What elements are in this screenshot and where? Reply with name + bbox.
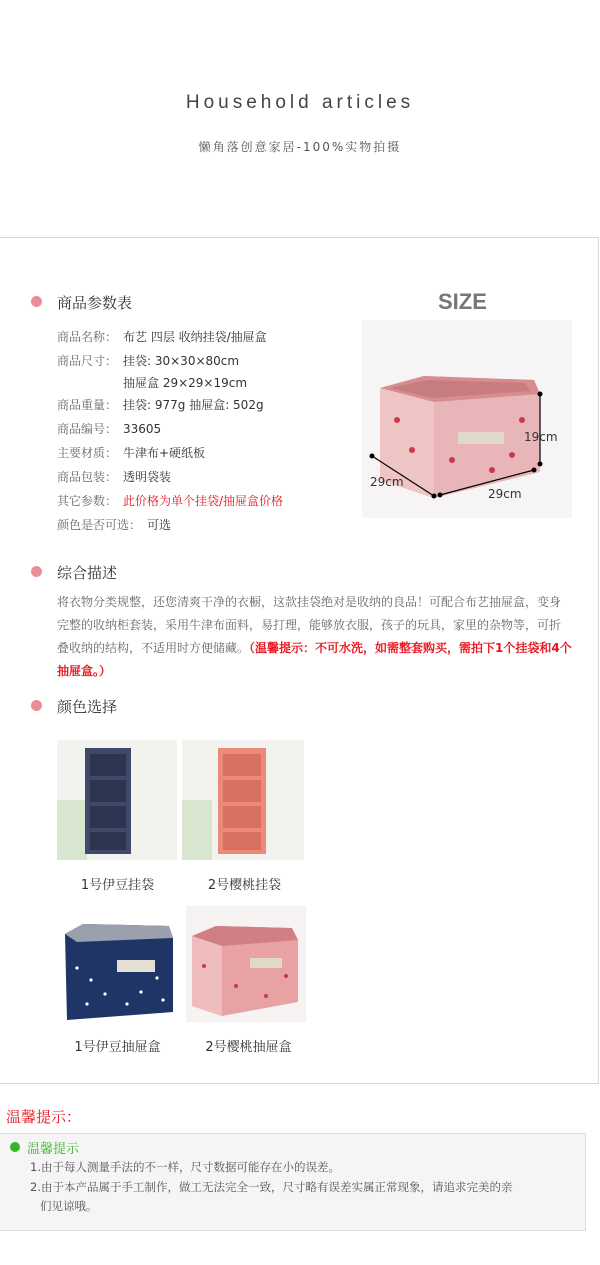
spec-label: 商品名称：: [57, 330, 118, 344]
spec-label: 商品重量：: [57, 398, 118, 412]
spec-value: 牛津布+硬纸板: [123, 446, 206, 460]
spec-row-color: [57, 516, 171, 533]
section-dot-icon: [31, 296, 42, 307]
spec-row-material: [57, 444, 205, 461]
spec-label: 商品尺寸：: [57, 354, 118, 368]
spec-row-code: [57, 420, 161, 437]
colors-heading: 颜色选择: [57, 698, 118, 716]
spec-label: 其它参数：: [57, 494, 118, 508]
spec-label: 颜色是否可选：: [57, 518, 142, 532]
spec-value: 布艺 四层 收纳挂袋/抽屉盒: [123, 330, 267, 344]
spec-value: 可选: [147, 518, 172, 532]
size-height-label: 19cm: [524, 430, 558, 444]
caption-blue-drawer: 1号伊豆抽屉盒: [74, 1040, 161, 1055]
product-photo-blue-hanger[interactable]: [57, 740, 177, 860]
spec-value: 33605: [123, 422, 162, 436]
overview-body: 将衣物分类规整，还您清爽干净的衣橱，这款挂袋绝对是收纳的良品！可配合布艺抽屉盒，变身完整的收纳柜套装，采用牛津布面料，易打理，能够放衣服，孩子的玩具，家里的杂物等，可折叠收纳的结构，不适用时方便储藏。: [57, 595, 562, 655]
spec-row-size: [57, 352, 239, 369]
spec-value: 透明袋装: [123, 470, 172, 484]
overview-notice: （温馨提示：不可水洗，如需整套购买，需拍下1个挂袋和4个抽屉盒。）: [57, 641, 572, 678]
section-dot-icon: [31, 700, 42, 711]
caption-cherry-hanger: 2号樱桃挂袋: [207, 878, 282, 893]
page-title: Household articles: [185, 92, 415, 113]
overview-text: [57, 591, 572, 683]
tip-item: 们见谅哦。: [40, 1199, 98, 1213]
tips-title: 温馨提示：: [6, 1108, 82, 1126]
size-title: SIZE: [438, 289, 487, 314]
section-dot-icon: [31, 566, 42, 577]
tip-item: 2.由于本产品属于手工制作，做工无法完全一致，尺寸略有误差实属正常现象，请追求完美的亲: [30, 1180, 513, 1194]
product-photo-cherry-hanger[interactable]: [182, 740, 304, 860]
spec-row-other: [57, 492, 283, 509]
caption-blue-hanger: 1号伊豆挂袋: [80, 878, 155, 893]
product-photo-cherry-drawer[interactable]: [186, 906, 306, 1022]
overview-heading: 综合描述: [57, 564, 118, 582]
spec-value: 挂袋: 977g 抽屉盒: 502g: [123, 398, 264, 412]
drawer-illustration: [186, 906, 306, 1022]
size-depth-label: 29cm: [370, 475, 404, 489]
spec-label: 主要材质：: [57, 446, 118, 460]
spec-label: 商品编号：: [57, 422, 118, 436]
product-photo-blue-drawer[interactable]: [57, 908, 179, 1026]
spec-row-package: [57, 468, 171, 485]
spec-label: 商品包装：: [57, 470, 118, 484]
tip-item: 1.由于每人测量手法的不一样，尺寸数据可能存在小的误差。: [30, 1160, 340, 1174]
drawer-illustration: [57, 908, 179, 1026]
caption-cherry-drawer: 2号樱桃抽屉盒: [205, 1040, 292, 1055]
hanger-illustration: [182, 740, 304, 860]
spec-value: 挂袋: 30×30×80cm: [123, 354, 240, 368]
size-width-label: 29cm: [488, 487, 522, 501]
spec-row-name: [57, 328, 267, 345]
page-subtitle: 懒角落创意家居-100%实物拍摄: [198, 140, 402, 154]
tips-box-heading: 温馨提示: [27, 1142, 80, 1157]
spec-row-size-2: [57, 374, 247, 391]
tips-dot-icon: [10, 1142, 20, 1152]
spec-value: 此价格为单个挂袋/抽屉盒价格: [123, 494, 284, 508]
spec-value: 抽屉盒 29×29×19cm: [123, 376, 248, 390]
hanger-illustration: [57, 740, 177, 860]
params-heading: 商品参数表: [57, 294, 133, 312]
spec-row-weight: [57, 396, 264, 413]
